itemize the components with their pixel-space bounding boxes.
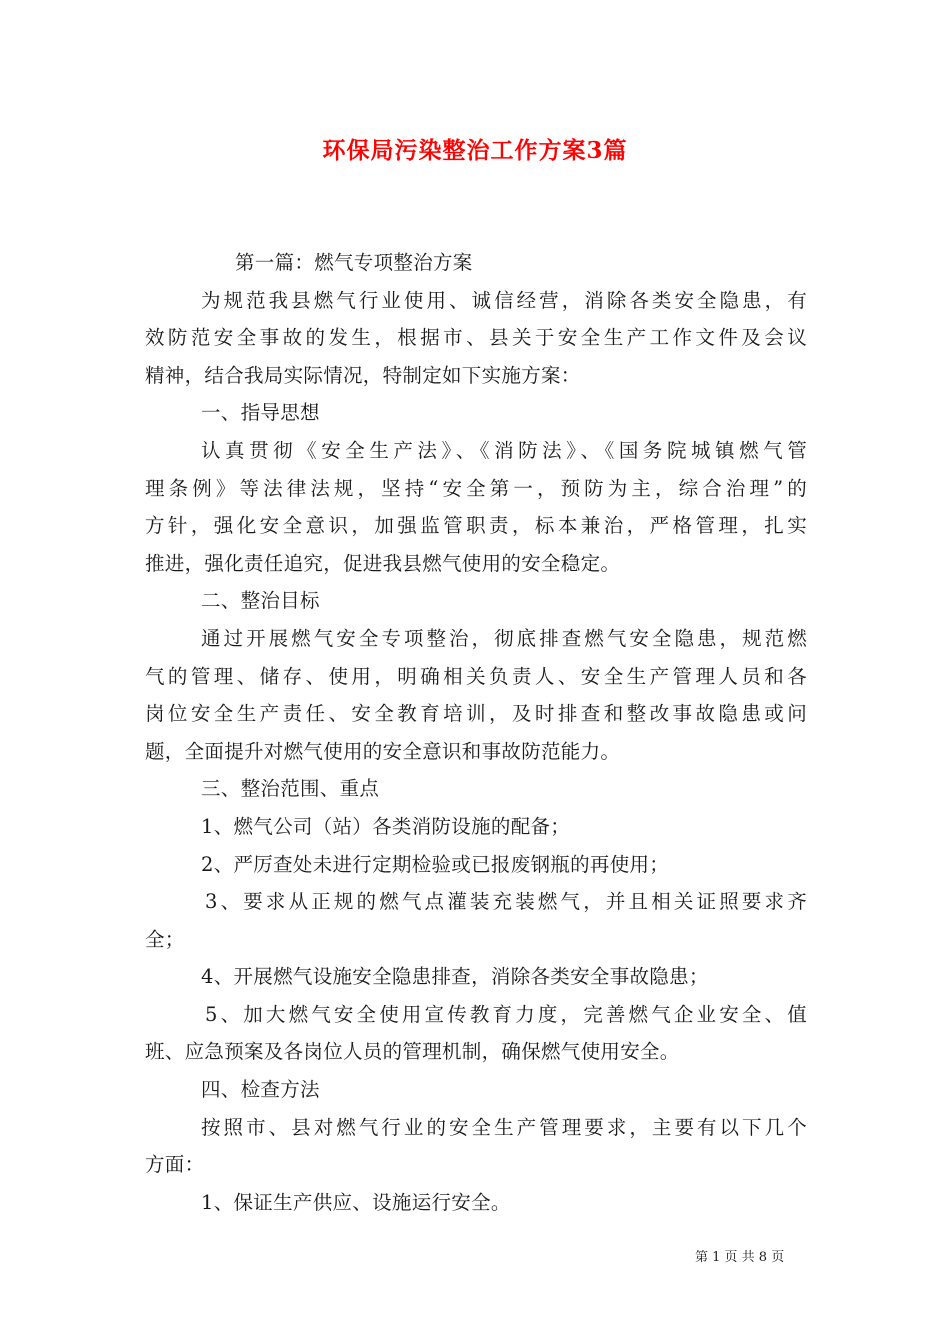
document-title: 环保局污染整治工作方案3篇 (322, 137, 628, 164)
document-body (145, 244, 807, 1221)
section-heading: 第一篇：燃气专项整治方案 (235, 251, 473, 274)
list-item-continuation: 班、应急预案及各岗位人员的管理机制，确保燃气使用安全。 (145, 1040, 680, 1064)
list-item: 3、要求从正规的燃气点灌装充装燃气，并且相关证照要求齐 (205, 890, 807, 914)
list-item: 1、燃气公司（站）各类消防设施的配备； (201, 814, 571, 838)
list-item: 2、严厉查处未进行定期检验或已报废钢瓶的再使用； (201, 852, 670, 876)
paragraph-line: 题，全面提升对燃气使用的安全意识和事故防范能力。 (145, 739, 621, 763)
paragraph-line: 方面： (145, 1153, 205, 1177)
paragraph-line: 理条例》等法律法规，坚持“安全第一，预防为主，综合治理”的 (145, 476, 807, 500)
heading-goals: 二、整治目标 (201, 589, 320, 613)
paragraph-line: 为规范我县燃气行业使用、诚信经营，消除各类安全隐患，有 (201, 288, 807, 312)
list-item: 5、加大燃气安全使用宣传教育力度，完善燃气企业安全、值 (205, 1002, 807, 1026)
paragraph-line: 精神，结合我局实际情况，特制定如下实施方案： (145, 363, 581, 387)
paragraph-line: 推进，强化责任追究，促进我县燃气使用的安全稳定。 (145, 551, 621, 575)
paragraph-line: 按照市、县对燃气行业的安全生产管理要求，主要有以下几个 (201, 1115, 807, 1139)
page-number: 第 1 页 共 8 页 (695, 1250, 785, 1265)
list-item: 1、保证生产供应、设施运行安全。 (201, 1190, 511, 1214)
paragraph-line: 通过开展燃气安全专项整治，彻底排查燃气安全隐患，规范燃 (201, 626, 807, 650)
paragraph-line: 岗位安全生产责任、安全教育培训，及时排查和整改事故隐患或问 (145, 702, 807, 726)
paragraph-line: 效防范安全事故的发生，根据市、县关于安全生产工作文件及会议 (145, 326, 807, 350)
paragraph-line: 方针，强化安全意识，加强监管职责，标本兼治，严格管理，扎实 (145, 514, 807, 538)
paragraph-line: 气的管理、储存、使用，明确相关负责人、安全生产管理人员和各 (145, 664, 807, 688)
list-item-continuation: 全； (145, 927, 185, 951)
heading-guiding-thought: 一、指导思想 (201, 401, 320, 425)
heading-methods: 四、检查方法 (201, 1078, 320, 1102)
paragraph-line: 认真贯彻《安全生产法》、《消防法》、《国务院城镇燃气管 (201, 438, 807, 462)
list-item: 4、开展燃气设施安全隐患排查，消除各类安全事故隐患； (201, 965, 709, 989)
heading-scope: 三、整治范围、重点 (201, 777, 380, 801)
